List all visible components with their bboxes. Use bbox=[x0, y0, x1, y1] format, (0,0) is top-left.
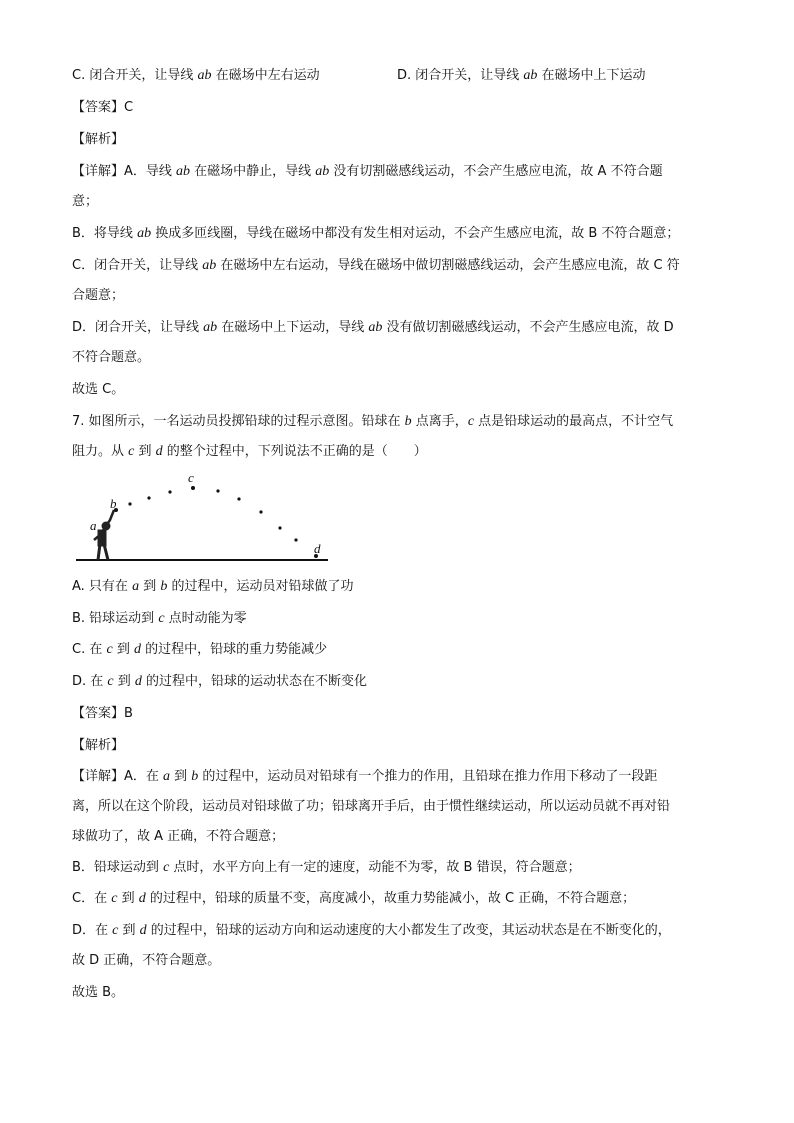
question-7-option-d: D. 在 c 到 d 的过程中，铅球的运动状态在不断变化 bbox=[72, 674, 368, 689]
detail-c-line-2: 合题意； bbox=[72, 288, 125, 303]
option-d: D. 闭合开关，让导线 ab 在磁场中上下运动 bbox=[397, 68, 646, 83]
trajectory-dot bbox=[216, 489, 219, 492]
label-a: a bbox=[90, 518, 97, 533]
trajectory-dot bbox=[168, 490, 171, 493]
q7-conclusion: 故选 B。 bbox=[72, 985, 125, 1000]
analysis-title: 【解析】 bbox=[72, 132, 125, 147]
shot-put-figure bbox=[72, 470, 334, 570]
question-7-answer: 【答案】B bbox=[72, 706, 133, 721]
question-7-option-b: B. 铅球运动到 c 点时动能为零 bbox=[72, 611, 247, 626]
detail-a-line-1: 【详解】A．导线 ab 在磁场中静止，导线 ab 没有切割磁感线运动，不会产生感应电流，故 A 不符合题 bbox=[72, 164, 663, 179]
question-7-stem-line-1: 7. 如图所示，一名运动员投掷铅球的过程示意图。铅球在 b 点离手，c 点是铅球运动的最高点，不计空气 bbox=[72, 414, 674, 429]
q7-detail-b: B．铅球运动到 c 点时，水平方向上有一定的速度，动能不为零，故 B 错误，符合题意； bbox=[72, 860, 581, 875]
trajectory-dot bbox=[128, 502, 131, 505]
detail-d-line-2: 不符合题意。 bbox=[72, 350, 151, 365]
q7-detail-a-line-2: 离，所以在这个阶段，运动员对铅球做了功；铅球离开手后，由于惯性继续运动，所以运动员就不再对铅 bbox=[72, 799, 671, 814]
detail-d-line-1: D．闭合开关，让导线 ab 在磁场中上下运动，导线 ab 没有做切割磁感线运动，不会产生感应电流，故 D bbox=[72, 320, 674, 335]
question-7-stem-line-2: 阻力。从 c 到 d 的整个过程中，下列说法不正确的是（ ） bbox=[72, 444, 427, 459]
question-7-option-c: C. 在 c 到 d 的过程中，铅球的重力势能减少 bbox=[72, 642, 328, 657]
q7-detail-c: C．在 c 到 d 的过程中，铅球的质量不变，高度减小，故重力势能减小，故 C 正确，不符合题意； bbox=[72, 891, 636, 906]
trajectory-dot bbox=[278, 526, 281, 529]
label-c: c bbox=[188, 470, 194, 485]
detail-c-line-1: C．闭合开关，让导线 ab 在磁场中左右运动，导线在磁场中做切割磁感线运动，会产生感应电流，故 C 符 bbox=[72, 258, 680, 273]
ball-point-c bbox=[191, 486, 195, 490]
detail-a-line-2: 意； bbox=[72, 194, 99, 209]
q7-detail-d-line-1: D．在 c 到 d 的过程中，铅球的运动方向和运动速度的大小都发生了改变，其运动状态是在不断变化的， bbox=[72, 923, 671, 938]
trajectory-dot bbox=[259, 510, 262, 513]
detail-b: B．将导线 ab 换成多匝线圈，导线在磁场中都没有发生相对运动，不会产生感应电流，故 B 不符合题意； bbox=[72, 226, 680, 241]
question-7-analysis-title: 【解析】 bbox=[72, 738, 125, 753]
conclusion: 故选 C。 bbox=[72, 382, 125, 397]
trajectory-dot bbox=[294, 538, 297, 541]
question-7-option-a: A. 只有在 a 到 b 的过程中，运动员对铅球做了功 bbox=[72, 579, 354, 594]
option-c: C. 闭合开关，让导线 ab 在磁场中左右运动 bbox=[72, 68, 320, 83]
q7-detail-a-line-3: 球做功了，故 A 正确，不符合题意； bbox=[72, 829, 285, 844]
athlete-figure bbox=[94, 510, 114, 560]
trajectory-dot bbox=[147, 496, 150, 499]
trajectory-diagram bbox=[72, 470, 334, 570]
trajectory-dots bbox=[114, 486, 318, 558]
label-d: d bbox=[314, 541, 321, 556]
q7-detail-a-line-1: 【详解】A．在 a 到 b 的过程中，运动员对铅球有一个推力的作用，且铅球在推力作用下移动了一段距 bbox=[72, 769, 658, 784]
answer-label: 【答案】C bbox=[72, 100, 134, 115]
label-b: b bbox=[110, 496, 117, 511]
trajectory-dot bbox=[237, 497, 240, 500]
q7-detail-d-line-2: 故 D 正确，不符合题意。 bbox=[72, 953, 221, 968]
